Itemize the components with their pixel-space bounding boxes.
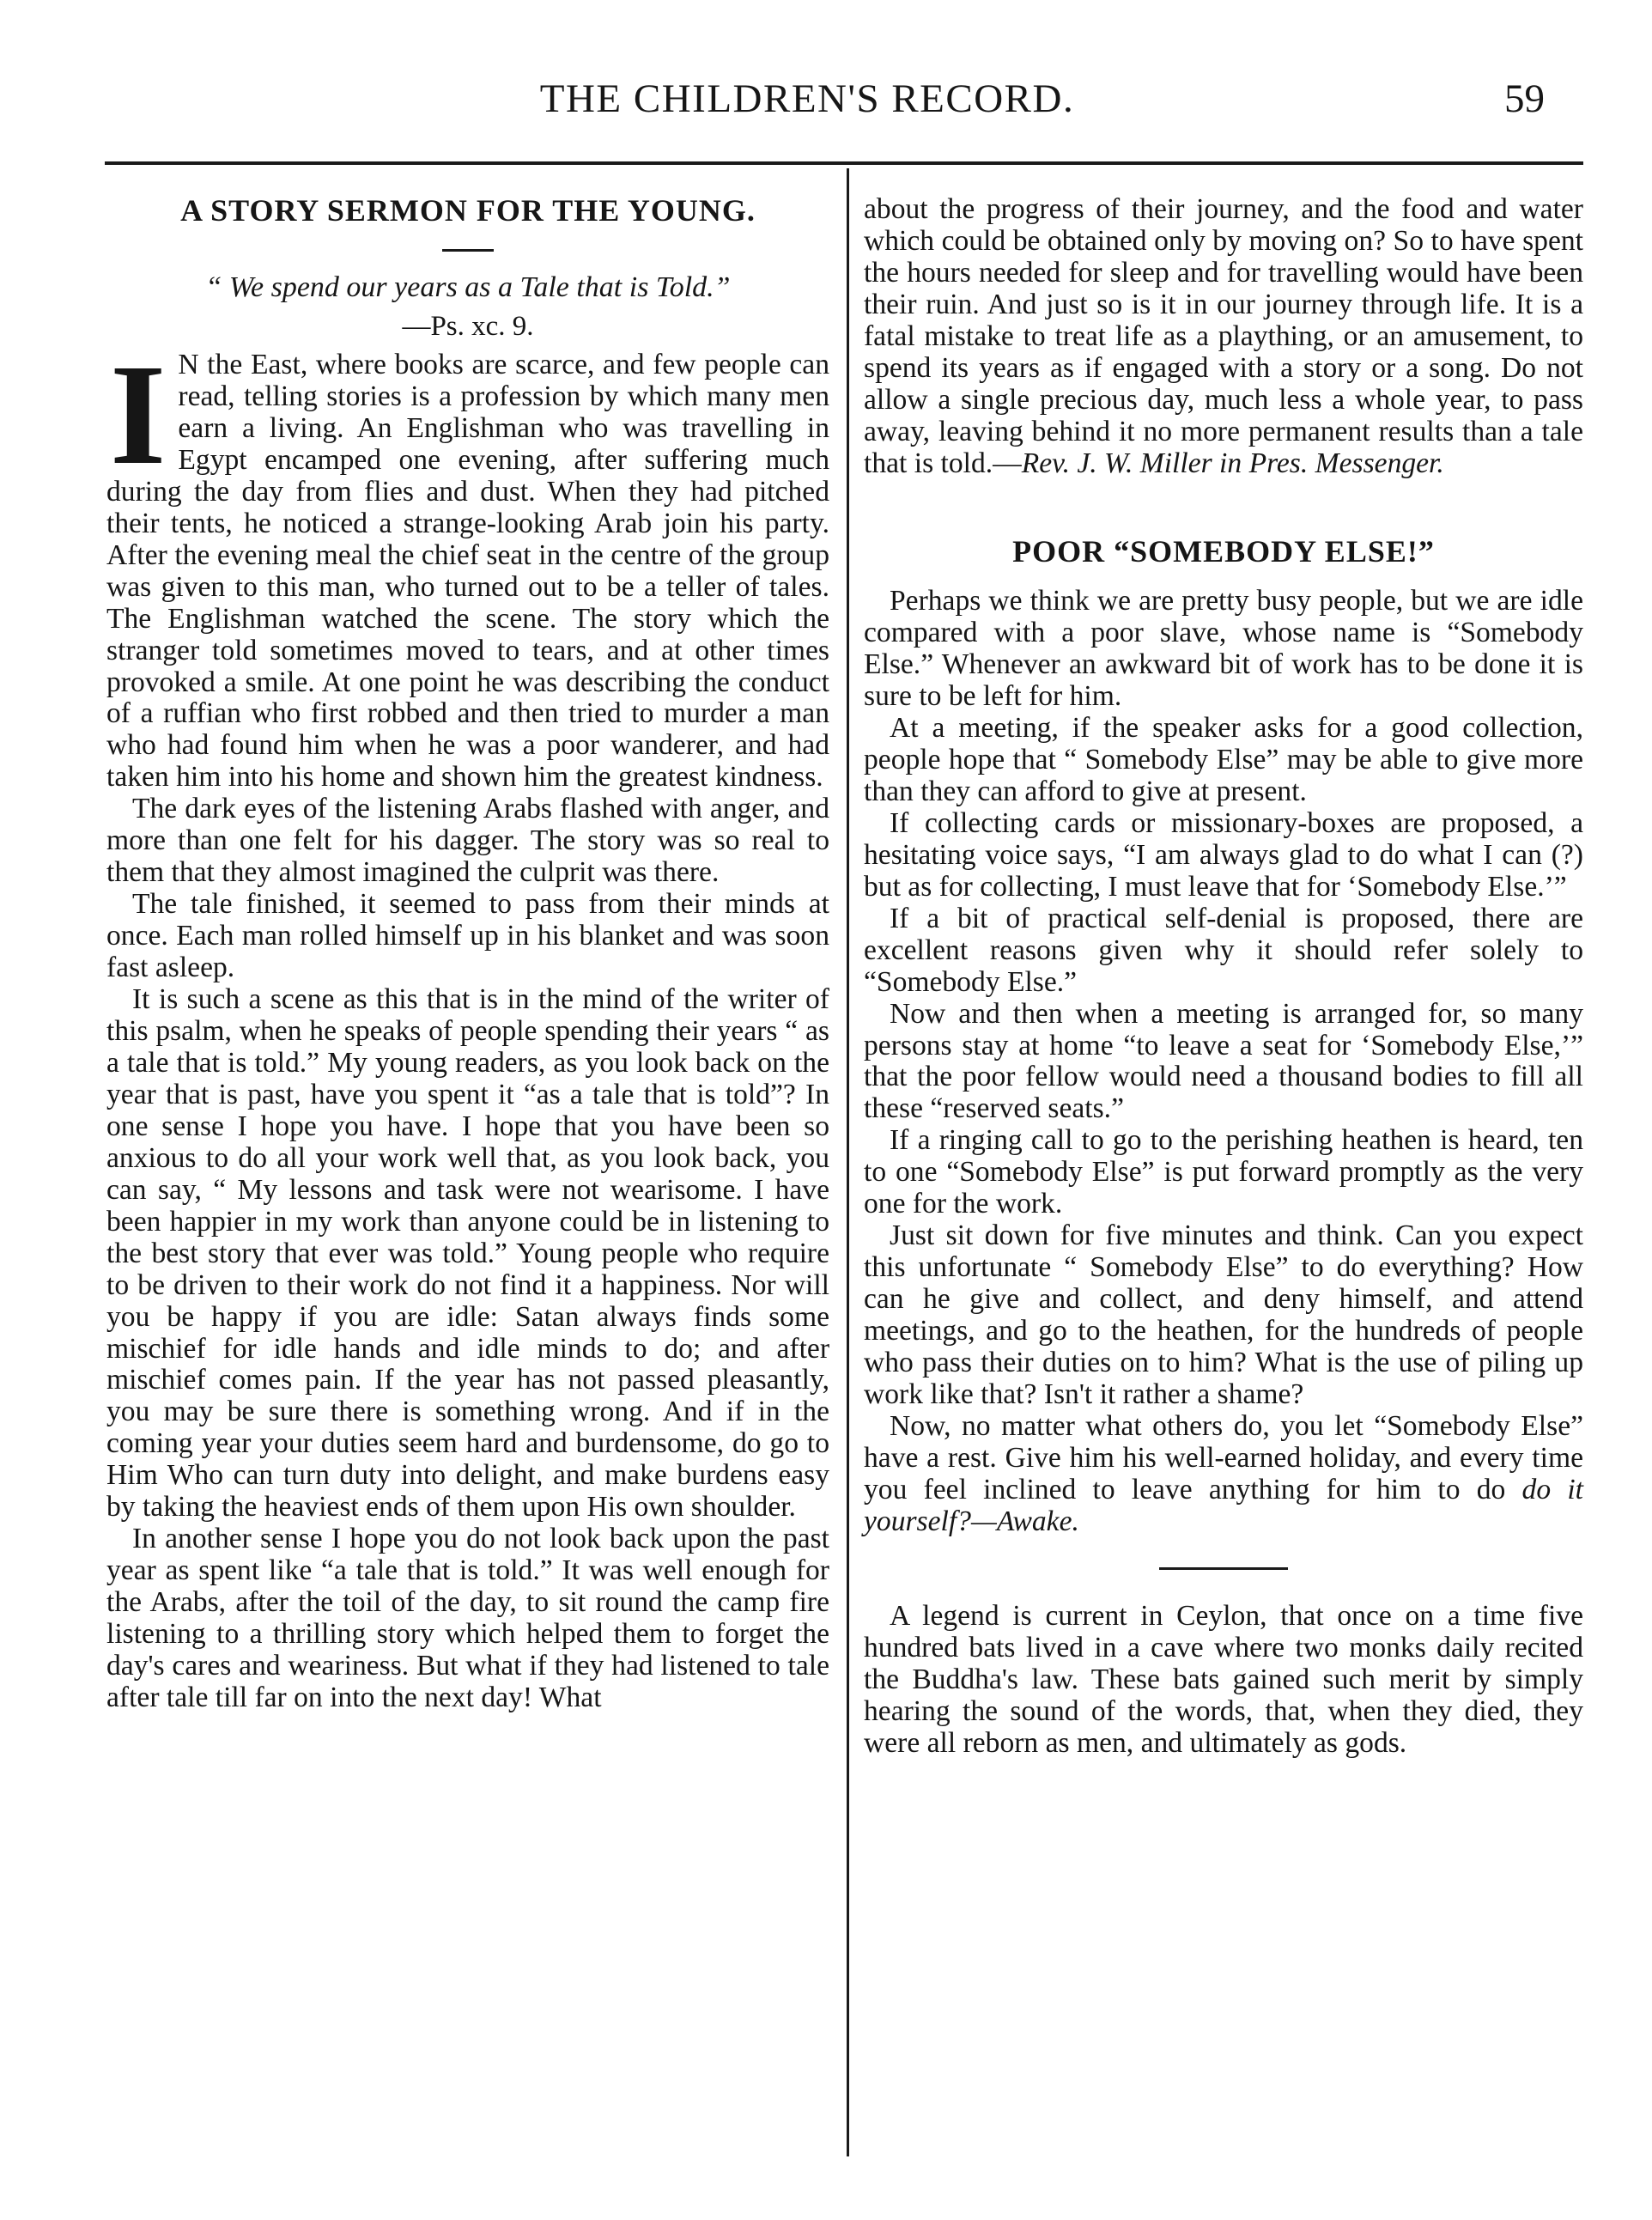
- somebody-paragraph-4: If a bit of practical self-denial is proposed, there are excellent reasons given why it should refer solely to “Somebody Else.”: [864, 902, 1583, 998]
- somebody-paragraph-5: Now and then when a meeting is arranged for, so many persons stay at home “to leave a seat for ‘Somebody Else,’” that the poor fellow would need a thousand bodies to fill all these “reserved seats.”: [864, 997, 1583, 1125]
- sermon-signature: Rev. J. W. Miller in Pres. Messenger.: [1021, 447, 1444, 479]
- sermon-paragraph-2: The dark eyes of the listening Arabs flashed with anger, and more than one felt for his dagger. The story was so real to them that they almost imagined the culprit was there.: [106, 793, 829, 889]
- somebody-signature: do it yourself?—Awake.: [864, 1473, 1583, 1537]
- somebody-paragraph-6: If a ringing call to go to the perishing heathen is heard, ten to one “Somebody Else” is put forward promptly as the very one for the work.: [864, 1124, 1583, 1220]
- left-column: [106, 194, 829, 1714]
- somebody-paragraph-8-text: Now, no matter what others do, you let “Somebody Else” have a rest. Give him his well-earned holiday, and every time you feel inclined to leave anything for him to do: [864, 1409, 1583, 1505]
- legend-paragraph: A legend is current in Ceylon, that once on a time five hundred bats lived in a cave where two monks daily recited the Buddha's law. These bats gained such merit by simply hearing the sound of the words, that, when they died, they were all reborn as men, and ultimately as gods.: [864, 1599, 1583, 1759]
- epigraph: “ We spend our years as a Tale that is Told.”: [205, 271, 731, 303]
- somebody-paragraph-7: Just sit down for five minutes and think. Can you expect this unfortunate “ Somebody Else” to do everything? How can he give and collect, and deny himself, and attend meetings, and go to the heathen, for the hundreds of people who pass their duties on to him? What is the use of piling up work like that? Isn't it rather a shame?: [864, 1219, 1583, 1410]
- story-sermon-heading: A STORY SERMON FOR THE YOUNG.: [180, 193, 756, 228]
- heading-divider: [442, 249, 494, 252]
- right-column: [864, 194, 1583, 1760]
- drop-cap: I: [110, 334, 167, 495]
- somebody-paragraph-8: [864, 1411, 1583, 1538]
- header-rule: [105, 161, 1583, 165]
- sermon-paragraph-3: The tale finished, it seemed to pass from their minds at once. Each man rolled himself up in his blanket and was soon fast asleep.: [106, 888, 829, 984]
- running-title: THE CHILDREN'S RECORD.: [539, 76, 1075, 121]
- column-divider: [847, 168, 849, 2156]
- sermon-paragraph-5: In another sense I hope you do not look back upon the past year as spent like “a tale that is told.” It was well enough for the Arabs, after the toil of the day, to sit round the camp fire listening to a thrilling story which helped them to forget the day's cares and weariness. But what if they had listened to tale after tale till far on into the next day! What: [106, 1523, 829, 1714]
- somebody-else-heading: POOR “SOMEBODY ELSE!”: [1012, 533, 1435, 569]
- somebody-paragraph-2: At a meeting, if the speaker asks for a good collection, people hope that “ Somebody Else” may be able to give more than they can afford to give at present.: [864, 711, 1583, 807]
- sermon-paragraph-1: [106, 334, 829, 794]
- somebody-paragraph-1: Perhaps we think we are pretty busy people, but we are idle compared with a poor slave, whose name is “Somebody Else.” Whenever an awkward bit of work has to be done it is sure to be left for him.: [864, 585, 1583, 713]
- sermon-paragraph-4: It is such a scene as this that is in the mind of the writer of this psalm, when he speaks of people spending their years “ as a tale that is told.” My young readers, as you look back on the year that is past, have you spent it “as a tale that is told”? In one sense I hope you have. I hope that you have been so anxious to do all your work well that, as you look back, you can say, “ My lessons and task were not wearisome. I have been happier in my work than anyone could be in listening to the best story that ever was told.” Young people who require to be driven to their work do not find it a happiness. Nor will you be happy if you are idle: Satan always finds some mischief for idle hands and idle minds to do; and after mischief comes pain. If the year has not passed pleasantly, you may be sure there is something wrong. And if in the coming year your duties seem hard and burdensome, do go to Him Who can turn duty into delight, and make burdens easy by taking the heaviest ends of them upon His own shoulder.: [106, 983, 829, 1524]
- sermon-continuation-text: about the progress of their journey, and the food and water which could be obtained only by moving on? So to have spent the hours needed for sleep and for travelling would have been their ruin. And just so is it in our journey through life. It is a fatal mistake to treat life as a plaything, or an amusement, to spend its years as if engaged with a story or a song. Do not allow a single precious day, much less a whole year, to pass away, leaving behind it no more permanent results than a tale that is told.—: [864, 193, 1583, 479]
- sermon-paragraph-1-text: N the East, where books are scarce, and few people can read, telling stories is a profession by which many men earn a living. An Englishman who was travelling in Egypt encamped one evening, after suffering much during the day from flies and dust. When they had pitched their tents, he noticed a strange-looking Arab join his party. After the evening meal the chief seat in the centre of the group was given to this man, who turned out to be a teller of tales. The Englishman watched the scene. The story which the stranger told sometimes moved to tears, and at other times provoked a smile. At one point he was describing the conduct of a ruffian who first robbed and then tried to murder a man who had found him when he was a poor wanderer, and had taken him into his home and shown him the greatest kindness.: [106, 348, 829, 794]
- section-divider: [1159, 1567, 1288, 1570]
- sermon-continuation: [864, 194, 1583, 480]
- scripture-reference: —Ps. xc. 9.: [402, 311, 534, 343]
- page-number: 59: [1504, 76, 1545, 121]
- somebody-paragraph-3: If collecting cards or missionary-boxes are proposed, a hesitating voice says, “I am always glad to do what I can (?) but as for collecting, I must leave that for ‘Somebody Else.’”: [864, 806, 1583, 903]
